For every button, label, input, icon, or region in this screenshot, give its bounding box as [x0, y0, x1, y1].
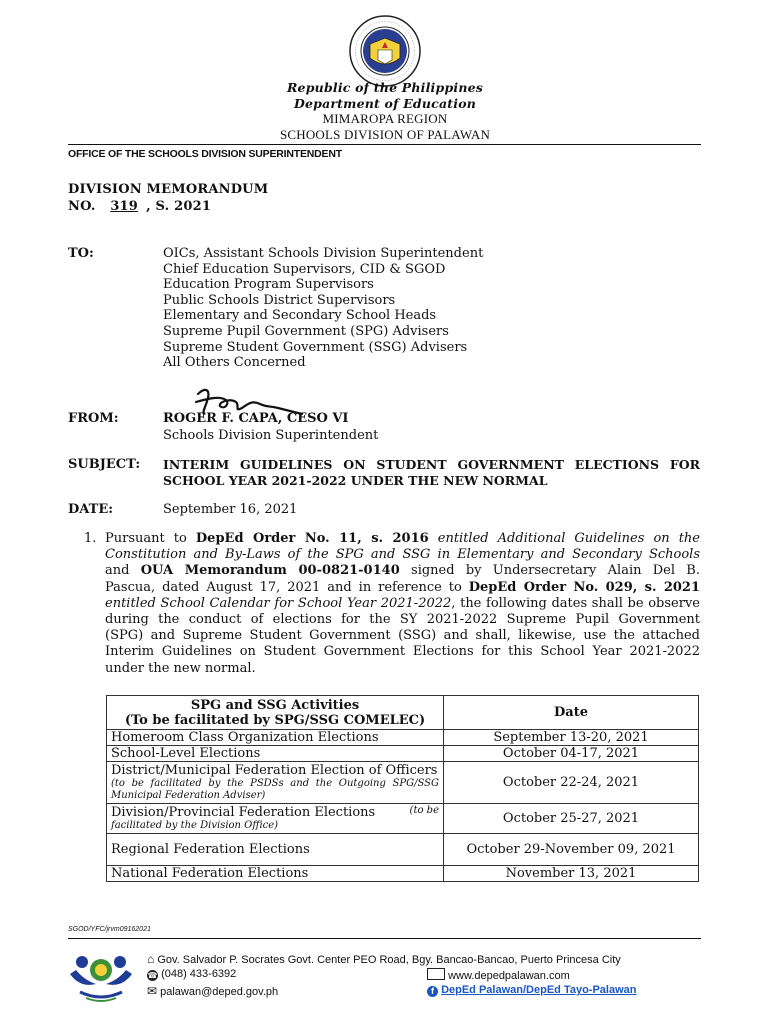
paragraph-line: and OUA Memorandum 00-0821-0140 signed by Undersecretary Alain Del B. [105, 563, 700, 579]
footer-address: ⌂ Gov. Salvador P. Socrates Govt. Center PEO Road, Bgy. Bancao-Bancao, Puerto Princesa City [147, 952, 621, 966]
from-name: ROGER F. CAPA, CESO VI [163, 411, 349, 426]
memo-no-suffix: , S. 2021 [146, 199, 212, 214]
to-label: TO: [68, 246, 94, 261]
table-row [107, 834, 699, 866]
date-column-header: Date [444, 696, 699, 730]
activity-cell: Regional Federation Elections [107, 834, 444, 866]
from-title: Schools Division Superintendent [163, 428, 379, 443]
recipient-item: All Others Concerned [163, 355, 306, 371]
facebook-icon: f [427, 986, 438, 997]
memo-number [68, 199, 211, 214]
paragraph-line: under the new normal. [105, 660, 256, 676]
facebook-link[interactable]: DepEd Palawan/DepEd Tayo-Palawan [441, 984, 637, 996]
paragraph-line: entitled School Calendar for School Year 2021-2022, the following dates shall be observe [105, 595, 700, 611]
recipient-list [163, 246, 483, 371]
paragraph-line: during the conduct of elections for the SY 2021-2022 Supreme Pupil Government [105, 611, 700, 627]
paragraph-line: Pascua, dated August 17, 2021 and in reference to DepEd Order No. 029, s. 2021 [105, 579, 700, 595]
date-cell: October 22-24, 2021 [444, 762, 699, 804]
phone-icon: ☎ [147, 971, 158, 980]
footer-email: ✉ palawan@deped.gov.ph [147, 984, 279, 998]
activity-cell: School-Level Elections [107, 746, 444, 762]
header-division: SCHOOLS DIVISION OF PALAWAN [279, 127, 491, 142]
activity-cell: National Federation Elections [107, 866, 444, 882]
recipient-item: Supreme Pupil Government (SPG) Advisers [163, 323, 449, 339]
footer-divider [68, 938, 701, 939]
table-row [107, 746, 699, 762]
memo-no-value: 319 [110, 199, 139, 214]
recipient-item: Supreme Student Government (SSG) Advisers [163, 339, 468, 355]
home-icon: ⌂ [147, 952, 155, 966]
subject-label: SUBJECT: [68, 457, 141, 472]
table-row [107, 804, 699, 834]
recipient-item: Education Program Supervisors [163, 277, 374, 293]
activity-note: facilitated by the Division Office) [111, 820, 279, 831]
paragraph-line: (SPG) and Supreme Student Government (SSG) and shall, likewise, use the attached [105, 628, 700, 644]
deped-seal-icon [348, 14, 422, 88]
recipient-item: OICs, Assistant Schools Division Superintendent [163, 246, 484, 261]
subject-line-2: SCHOOL YEAR 2021-2022 UNDER THE NEW NORMAL [163, 473, 548, 488]
table-row [107, 762, 699, 804]
paragraph-line: Pursuant to DepEd Order No. 11, s. 2016 entitled Additional Guidelines on the [105, 531, 701, 546]
activity-cell: District/Municipal Federation Election of Officers (to be facilitated by the PSDSs and the Outgoing SPG/SSG Municipal Federation Adviser) [107, 762, 444, 804]
header-divider [68, 144, 701, 145]
monitor-icon [427, 968, 445, 980]
table-row [107, 730, 699, 746]
memo-title: DIVISION MEMORANDUM [68, 182, 269, 197]
footer-facebook[interactable] [427, 984, 636, 997]
activity-cell: Division/Provincial Federation Elections (to be facilitated by the Division Office) [107, 804, 444, 834]
subject-line-1: INTERIM GUIDELINES ON STUDENT GOVERNMENT ELECTIONS FOR [163, 457, 700, 472]
activity-cell: Homeroom Class Organization Elections [107, 730, 444, 746]
date-label: DATE: [68, 502, 114, 517]
header-republic: Republic of the Philippines [286, 80, 484, 95]
paragraph-1 [105, 531, 700, 677]
memo-no-prefix: NO. [68, 199, 96, 214]
date-cell: October 04-17, 2021 [444, 746, 699, 762]
date-cell: November 13, 2021 [444, 866, 699, 882]
recipient-item: Chief Education Supervisors, CID & SGOD [163, 261, 446, 277]
activity-column-header: SPG and SSG Activities (To be facilitated by SPG/SSG COMELEC) [107, 696, 444, 730]
activity-note: (to be facilitated by the PSDSs and the Outgoing SPG/SSG Municipal Federation Adviser) [111, 778, 439, 801]
paragraph-number: 1. [84, 531, 97, 546]
header-region: MIMAROPA REGION [322, 111, 448, 126]
date-cell: October 29-November 09, 2021 [444, 834, 699, 866]
recipient-item: Elementary and Secondary School Heads [163, 308, 437, 324]
footer-phone: ☎ (048) 433-6392 [147, 968, 237, 980]
date-value: September 16, 2021 [163, 502, 298, 517]
reference-code: SGOD/YFC/jrvm09162021 [68, 926, 151, 933]
mail-icon: ✉ [147, 984, 158, 998]
recipient-item: Public Schools District Supervisors [163, 292, 396, 308]
election-schedule-table [106, 695, 699, 882]
table-row [107, 866, 699, 882]
footer-website[interactable]: www.depedpalawan.com [427, 968, 570, 982]
from-label: FROM: [68, 411, 119, 426]
office-title: OFFICE OF THE SCHOOLS DIVISION SUPERINTENDENT [68, 148, 342, 160]
date-cell: October 25-27, 2021 [444, 804, 699, 834]
table-header-row [107, 696, 699, 730]
header-department: Department of Education [293, 96, 477, 111]
palawan-logo-icon [66, 944, 136, 1006]
paragraph-line: Constitution and By-Laws of the SPG and SSG in Elementary and Secondary Schools [105, 547, 700, 563]
date-cell: September 13-20, 2021 [444, 730, 699, 746]
paragraph-line: Interim Guidelines on Student Government Elections for this School Year 2021-2022 [105, 644, 700, 660]
